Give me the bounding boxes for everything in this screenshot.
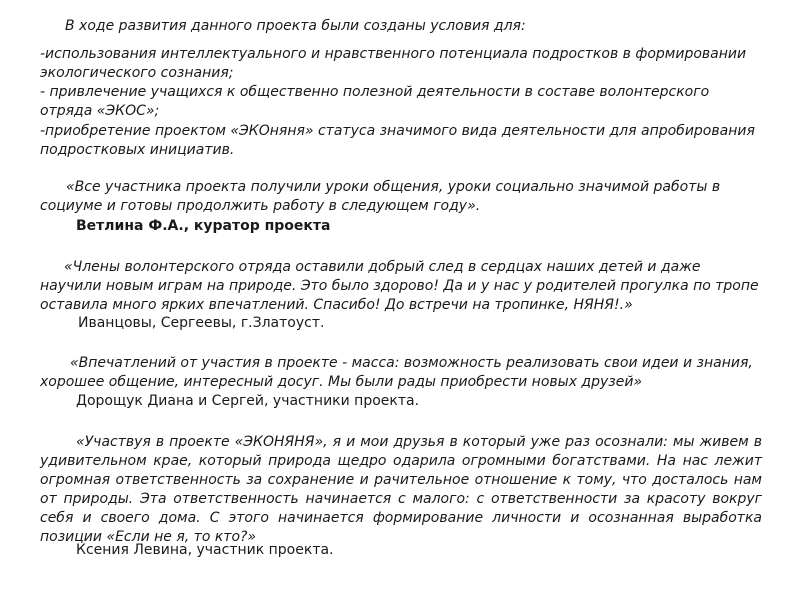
review-3-quote: «Впечатлений от участия в проекте - масса: возможность реализовать свои идеи и знания, хорошее общение, интересный досуг. Мы были рады приобрести новых друзей» <box>40 355 753 390</box>
intro-item-1: -использования интеллектуального и нравственного потенциала подростков в формировании экологического сознания; <box>40 46 747 81</box>
intro-heading: В ходе развития данного проекта были созданы условия для: <box>65 18 526 34</box>
intro-item-2: - привлечение учащихся к общественно полезной деятельности в составе волонтерского отряда «ЭКОС»; <box>40 84 710 119</box>
review-4-quote: «Участвуя в проекте «ЭКОНЯНЯ», я и мои друзья в который уже раз осознали: мы живем в удивительном крае, который природа щедро одарила огромными богатствами. На нас лежит огромная ответственность за сохранение и рачительное отношение к тому, что досталось нам от природы. Эта ответственность начинается с малого: с ответственности за красоту вокруг себя и своего дома. С этого начинается формирование личности и осознанная выработка позиции «Если не я, то кто?» <box>40 434 762 545</box>
intro-item-3: -приобретение проектом «ЭКОняня» статуса значимого вида деятельности для апробирования подростковых инициатив. <box>40 123 755 158</box>
review-1-author: Ветлина Ф.А., куратор проекта <box>76 218 331 234</box>
review-2-author: Иванцовы, Сергеевы, г.Златоуст. <box>78 315 325 331</box>
review-3-author: Дорощук Диана и Сергей, участники проекта. <box>76 393 420 409</box>
review-4-author: Ксения Левина, участник проекта. <box>76 542 334 558</box>
review-2-quote: «Члены волонтерского отряда оставили добрый след в сердцах наших детей и даже научили новым играм на природе. Это было здорово! Да и у нас у родителей прогулка по тропе оставила много ярких впечатлений. Спасибо! До встречи на тропинке, НЯНЯ!.» <box>40 259 759 313</box>
review-1-quote: «Все участника проекта получили уроки общения, уроки социально значимой работы в социуме и готовы продолжить работу в следующем году». <box>40 179 721 214</box>
